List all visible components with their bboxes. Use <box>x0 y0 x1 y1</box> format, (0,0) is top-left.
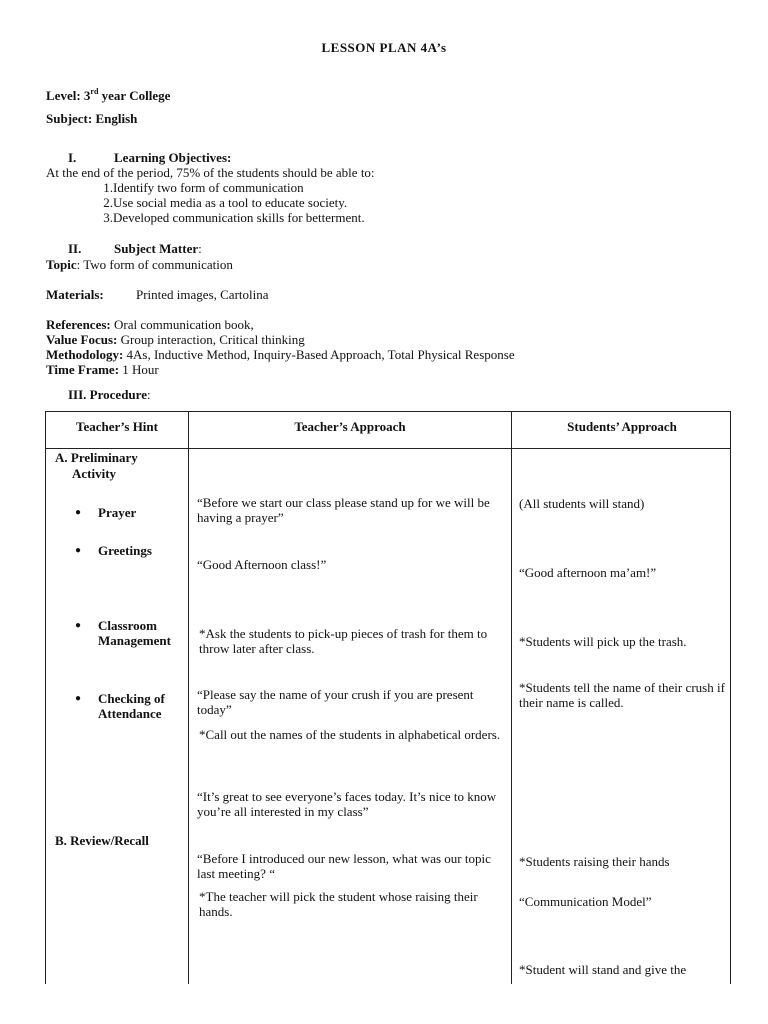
student-stand: (All students will stand) <box>519 496 645 511</box>
student-tell-name: *Students tell the name of their crush if their name is called. <box>519 680 725 710</box>
teacher-trash: *Ask the students to pick-up pieces of trash for them to throw later after class. <box>199 626 488 656</box>
level-line <box>46 88 170 103</box>
hint-prayer: Prayer <box>98 505 137 520</box>
student-raising-hands: *Students raising their hands <box>519 854 670 869</box>
hint-activity: Activity <box>72 466 117 481</box>
value-focus-line: Value Focus: Group interaction, Critical thinking <box>46 332 305 347</box>
objectives-list <box>88 180 365 225</box>
hint-review-recall: B. Review/Recall <box>55 833 149 848</box>
section2-num: II. <box>68 241 82 256</box>
teacher-greeting: “Good Afternoon class!” <box>197 557 327 572</box>
materials-value: Printed images, Cartolina <box>136 287 269 302</box>
level-rest: year College <box>98 88 171 103</box>
bullet-icon: ● <box>75 507 82 518</box>
hint-management: Management <box>98 633 171 648</box>
topic-line: Topic: Two form of communication <box>46 257 233 272</box>
column-divider <box>511 412 512 984</box>
student-stand-give: *Student will stand and give the <box>519 962 687 977</box>
student-good-afternoon: “Good afternoon ma’am!” <box>519 565 657 580</box>
column-divider <box>188 412 189 984</box>
bullet-icon: ● <box>75 693 82 704</box>
teacher-callout: *Call out the names of the students in alphabetical orders. <box>199 727 501 742</box>
section2-heading: Subject Matter: <box>114 241 202 256</box>
header-teachers-hint: Teacher’s Hint <box>76 419 158 434</box>
objective-item: 3. Developed communication skills for betterment. <box>103 210 365 225</box>
level-sup: rd <box>90 87 99 96</box>
teacher-prayer: “Before we start our class please stand up for we will be having a prayer” <box>197 495 490 525</box>
objectives-intro: At the end of the period, 75% of the students should be able to: <box>46 165 375 180</box>
bullet-icon: ● <box>75 620 82 631</box>
hint-checking: Checking of <box>98 691 165 706</box>
materials-label: Materials: <box>46 287 104 302</box>
hint-classroom: Classroom <box>98 618 157 633</box>
page-title: LESSON PLAN 4A’s <box>321 40 447 55</box>
teacher-crush: “Please say the name of your crush if you are present today” <box>197 687 474 717</box>
section1-heading: Learning Objectives: <box>114 150 232 165</box>
header-students-approach: Students’ Approach <box>567 419 677 434</box>
objective-item: 1. Identify two form of communication <box>103 180 304 195</box>
level-label: Level: 3 <box>46 88 91 103</box>
teacher-pick: *The teacher will pick the student whose raising their hands. <box>199 889 478 919</box>
references-line: References: Oral communication book, <box>46 317 254 332</box>
procedure-table <box>45 411 731 984</box>
hint-preliminary: A. Preliminary <box>55 450 138 465</box>
section3-heading: III. Procedure: <box>68 387 151 402</box>
student-communication-model: “Communication Model” <box>519 894 652 909</box>
table-header-divider <box>46 448 730 449</box>
hint-attendance: Attendance <box>98 706 162 721</box>
hint-greetings: Greetings <box>98 543 152 558</box>
header-teachers-approach: Teacher’s Approach <box>294 419 406 434</box>
bullet-icon: ● <box>75 545 82 556</box>
objective-item: 2. Use social media as a tool to educate society. <box>103 195 348 210</box>
time-frame-line: Time Frame: 1 Hour <box>46 362 159 377</box>
teacher-great: “It’s great to see everyone’s faces today. It’s nice to know you’re all interested in my class” <box>197 789 497 819</box>
teacher-before: “Before I introduced our new lesson, what was our topic last meeting? “ <box>197 851 491 881</box>
student-trash: *Students will pick up the trash. <box>519 634 687 649</box>
subject-line: Subject: English <box>46 111 138 126</box>
section1-num: I. <box>68 150 77 165</box>
methodology-line: Methodology: 4As, Inductive Method, Inquiry-Based Approach, Total Physical Response <box>46 347 515 362</box>
